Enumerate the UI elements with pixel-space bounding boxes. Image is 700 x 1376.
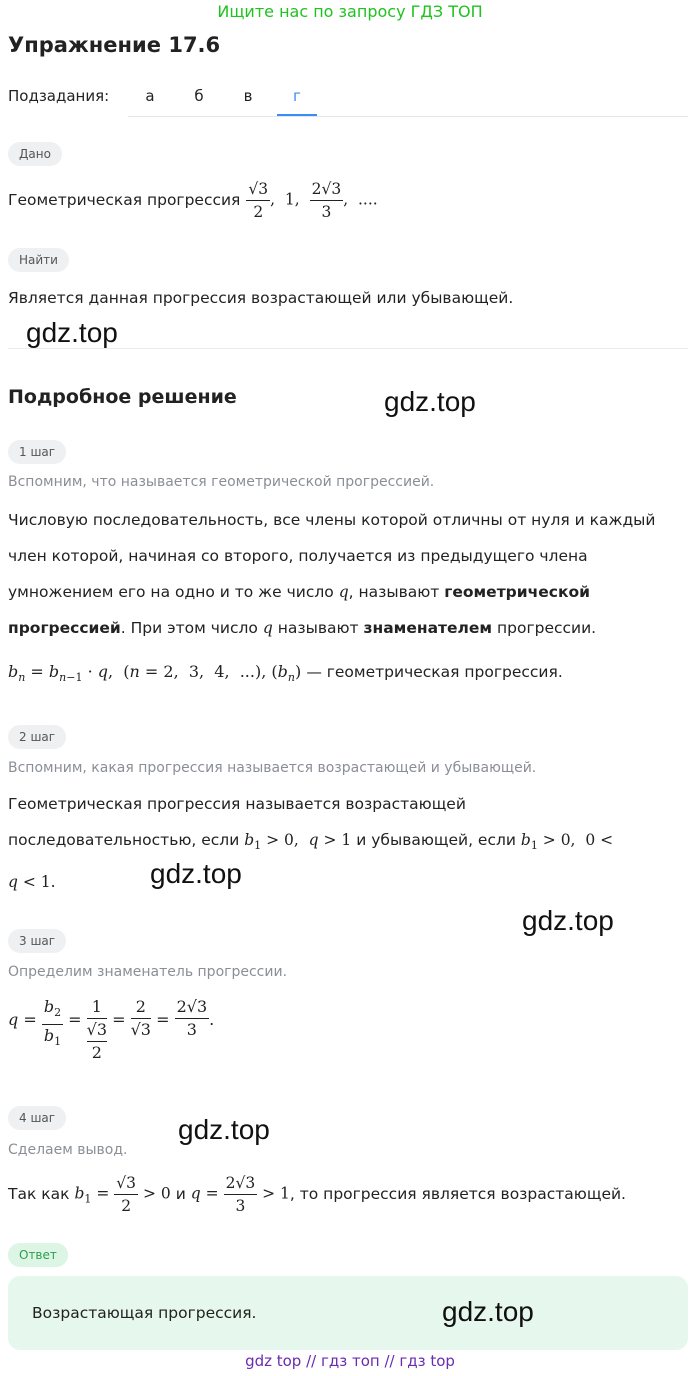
text-line [8, 610, 698, 646]
watermark: gdz.top [442, 1296, 534, 1327]
watermark: gdz.top [384, 386, 476, 417]
given-statement [8, 172, 378, 228]
given-badge: Дано [8, 142, 62, 166]
text-span: , называют [348, 583, 440, 601]
tab-g[interactable]: г [277, 80, 317, 116]
math-q: q [338, 583, 349, 601]
text-span: прогрессии. [497, 619, 597, 637]
watermark: gdz.top [178, 1114, 270, 1145]
answer-badge: Ответ [8, 1243, 68, 1267]
math-condition: $b_1 > 0$, 0 < [520, 831, 614, 853]
math-b1: $b_1$ = $\frac{√3}{2}$ > 0 [74, 1173, 171, 1215]
text-line [8, 574, 698, 610]
step-badge: 3 шаг [8, 929, 66, 953]
promo-banner: Ищите нас по запросу ГДЗ ТОП [217, 2, 483, 21]
text-line: член которой, начиная со второго, получается из предыдущего члена [8, 547, 588, 565]
text-line [8, 822, 698, 864]
math-q: q [262, 619, 273, 637]
text-line: Геометрическая прогрессия называется возрастающей [8, 795, 466, 813]
tab-v[interactable]: в [243, 87, 253, 105]
solution-title: Подробное решение [8, 386, 237, 408]
answer-box [8, 1276, 688, 1350]
step-badge: 1 шаг [8, 440, 66, 464]
watermark: gdz.top [522, 905, 614, 936]
page-title: Упражнение 17.6 [8, 33, 221, 57]
math-condition: $b_1 > 0$, q > 1 [244, 831, 352, 853]
find-badge: Найти [8, 248, 69, 272]
footer-links[interactable]: gdz top // гдз топ // гдз top [245, 1352, 455, 1370]
given-sequence: $\frac{√3}{2}$ , 1, $\frac{2√3}{3}$ , .... [248, 179, 378, 221]
step-hint: Вспомним, что называется геометрической прогрессией. [8, 474, 435, 490]
text-line: Числовую последовательность, все члены которой отличны от нуля и каждый [8, 511, 656, 529]
text-span: . При этом число [120, 619, 258, 637]
watermark: gdz.top [150, 858, 242, 889]
text-span: , то прогрессия является возрастающей. [289, 1185, 626, 1203]
step-badge: 4 шаг [8, 1106, 66, 1130]
formula-math: $b_n = b_{n-1} \cdot q$, (n = 2, 3, 4, ...), $(b_n)$ [8, 662, 302, 685]
answer-text: Возрастающая прогрессия. [32, 1304, 257, 1322]
step1-formula [8, 656, 563, 694]
step-hint: Вспомним, какая прогрессия называется возрастающей и убывающей. [8, 760, 537, 776]
text-span: последовательностью, если [8, 831, 240, 849]
divider [8, 348, 688, 349]
text-span: и убывающей, если [356, 831, 516, 849]
bold-term: прогрессией [8, 619, 121, 637]
math-q: q = $\frac{2√3}{3}$ > 1 [190, 1173, 290, 1215]
watermark: gdz.top [26, 317, 118, 348]
given-text: Геометрическая прогрессия [8, 191, 241, 209]
step4-conclusion [8, 1166, 626, 1222]
step-hint: Определим знаменатель прогрессии. [8, 964, 288, 980]
step-hint: Сделаем вывод. [8, 1142, 128, 1158]
find-text: Является данная прогрессия возрастающей или убывающей. [8, 289, 514, 307]
math-condition: q < 1. [8, 873, 56, 892]
text-span: умножением его на одно и то же число [8, 583, 334, 601]
step2-paragraph [8, 786, 698, 900]
text-span: Так как [8, 1185, 70, 1203]
formula-tail: — геометрическая прогрессия. [306, 663, 563, 681]
step1-paragraph [8, 502, 698, 646]
text-span: и [175, 1185, 186, 1203]
bold-term: знаменателем [363, 619, 493, 637]
text-span: называют [277, 619, 359, 637]
step-badge: 2 шаг [8, 725, 66, 749]
subtasks-label: Подзадания: [8, 87, 110, 105]
subtask-tabs [128, 80, 688, 117]
tab-a[interactable]: а [145, 87, 155, 105]
step3-formula: q = $\frac{b_2}{b_1}$ = 1 √3 2 = $\frac{2}{√3}$ = $\frac{2√3}{3}$ . [8, 997, 215, 1062]
tab-b[interactable]: б [194, 87, 204, 105]
bold-term: геометрической [444, 583, 591, 601]
